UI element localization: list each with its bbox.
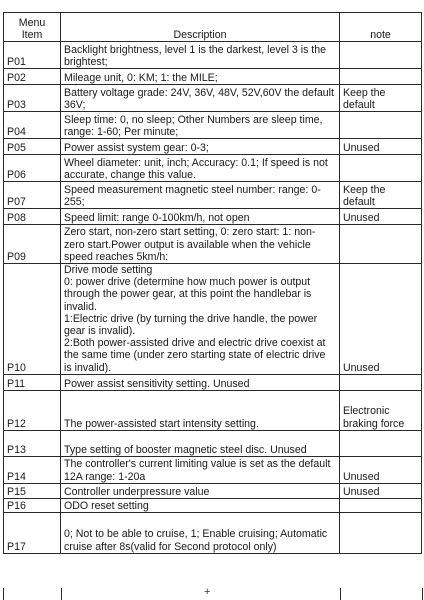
row-note-cell: [340, 112, 422, 139]
row-description-cell: Zero start, non-zero start setting, 0: zero start: 1: non-zero start.Power output is available when the vehicle speed reaches 5km/h:: [61, 225, 340, 264]
row-note-cell: [340, 512, 422, 553]
row-description-cell: The power-assisted start intensity setting.: [61, 390, 340, 430]
row-item-cell: P06: [4, 155, 61, 182]
row-note-cell: [340, 374, 422, 390]
row-item-cell: P15: [4, 483, 61, 498]
add-row-icon[interactable]: +: [204, 586, 211, 598]
row-description-cell: Wheel diameter: unit, inch; Accuracy: 0.1; If speed is not accurate, change this value.: [61, 155, 340, 182]
row-note-cell: Unused: [340, 209, 422, 225]
row-item-cell: P05: [4, 139, 61, 155]
row-note-cell: Electronic braking force: [340, 390, 422, 430]
header-menu-item: [4, 13, 61, 42]
row-note-cell: [340, 155, 422, 182]
header-menu-line: Menu: [18, 17, 46, 29]
row-note-cell: Keep the default: [340, 182, 422, 209]
row-description-cell: 0; Not to be able to cruise, 1; Enable cruising; Automatic cruise after 8s(valid for Second protocol only): [61, 512, 340, 553]
table-row: [4, 155, 422, 182]
row-description-cell: Type setting of booster magnetic steel disc. Unused: [61, 430, 340, 456]
table-row: [4, 430, 422, 456]
table-row: [4, 69, 422, 85]
row-description-cell: Backlight brightness, level 1 is the darkest, level 3 is the brightest;: [61, 42, 340, 69]
row-description-cell: Controller underpressure value: [61, 483, 340, 498]
row-note-cell: Keep the default: [340, 85, 422, 112]
row-description-cell: ODO reset setting: [61, 498, 340, 512]
row-item-cell: P09: [4, 225, 61, 264]
table-row: [4, 139, 422, 155]
table-header-row: [4, 13, 422, 42]
row-item-cell: P13: [4, 430, 61, 456]
table-row: [4, 112, 422, 139]
header-note: note: [340, 13, 422, 42]
row-note-cell: [340, 498, 422, 512]
row-description-cell: Mileage unit, 0: KM; 1: the MILE;: [61, 69, 340, 85]
table-row: [4, 456, 422, 483]
row-description-cell: The controller's current limiting value is set as the default 12A range: 1-20a: [61, 456, 340, 483]
table-row: [4, 512, 422, 553]
row-item-cell: P17: [4, 512, 61, 553]
row-description-cell: Power assist sensitivity setting. Unused: [61, 374, 340, 390]
table-row: [4, 209, 422, 225]
row-note-cell: Unused: [340, 456, 422, 483]
table-row: [4, 483, 422, 498]
table-row: [4, 85, 422, 112]
table-row: [4, 264, 422, 375]
footer-divider: [340, 588, 341, 600]
row-item-cell: P01: [4, 42, 61, 69]
table-row: [4, 390, 422, 430]
row-description-cell: Drive mode setting 0: power drive (determine how much power is output through the power gear, at this point the handlebar is invalid. 1:Electric drive (by turning the drive handle, the power gear is invalid). 2:Both power-assisted drive and electric drive coexist at the same time (under zero starting state of electric drive is invalid).: [61, 264, 340, 375]
row-note-cell: [340, 42, 422, 69]
row-item-cell: P07: [4, 182, 61, 209]
row-description-cell: Battery voltage grade: 24V, 36V, 48V, 52V,60V the default 36V;: [61, 85, 340, 112]
row-note-cell: [340, 430, 422, 456]
header-description: Description: [61, 13, 340, 42]
row-item-cell: P11: [4, 374, 61, 390]
row-item-cell: P03: [4, 85, 61, 112]
table-footer-partial-row: [3, 588, 423, 600]
table-row: [4, 374, 422, 390]
row-note-cell: [340, 225, 422, 264]
row-note-cell: Unused: [340, 483, 422, 498]
row-description-cell: Power assist system gear: 0-3;: [61, 139, 340, 155]
row-note-cell: Unused: [340, 264, 422, 375]
row-item-cell: P10: [4, 264, 61, 375]
table-row: [4, 225, 422, 264]
table-row: [4, 42, 422, 69]
row-description-cell: Sleep time: 0, no sleep; Other Numbers are sleep time, range: 1-60; Per minute;: [61, 112, 340, 139]
row-note-cell: Unused: [340, 139, 422, 155]
row-item-cell: P14: [4, 456, 61, 483]
table-row: [4, 182, 422, 209]
table-row: [4, 498, 422, 512]
row-item-cell: P02: [4, 69, 61, 85]
row-item-cell: P04: [4, 112, 61, 139]
header-item-line: Item: [21, 29, 43, 41]
row-description-cell: Speed limit: range 0-100km/h, not open: [61, 209, 340, 225]
row-item-cell: P16: [4, 498, 61, 512]
footer-divider: [61, 588, 62, 600]
row-item-cell: P12: [4, 390, 61, 430]
settings-table: [3, 12, 422, 554]
row-item-cell: P08: [4, 209, 61, 225]
row-description-cell: Speed measurement magnetic steel number: range: 0-255;: [61, 182, 340, 209]
row-note-cell: [340, 69, 422, 85]
